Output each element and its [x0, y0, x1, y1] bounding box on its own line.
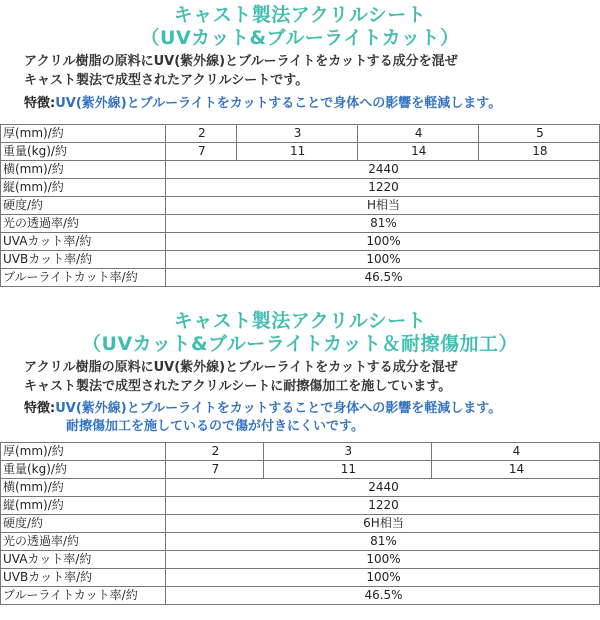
- section-uv-bluelight-scratch: [0, 310, 600, 436]
- row-label: 光の透過率/約: [1, 215, 166, 233]
- weight-value: 11: [263, 461, 431, 479]
- row-label: 横(mm)/約: [1, 161, 166, 179]
- weight-value: 7: [166, 461, 264, 479]
- row-label: 硬度/約: [1, 197, 166, 215]
- feature-text: UV(紫外線)とブルーライトをカットすることで身体への影響を軽減します。: [55, 401, 502, 416]
- feature-label: 特徴:: [24, 401, 56, 416]
- row-value: 100%: [166, 551, 600, 569]
- spec-table-2: [0, 442, 600, 605]
- weight-value: 7: [166, 143, 237, 161]
- spec-table-1: [0, 124, 600, 287]
- table-row: [1, 479, 600, 497]
- section-title-line2: （UVカット&ブルーライトカット＆耐擦傷加工）: [82, 333, 518, 355]
- row-label: UVAカット率/約: [1, 233, 166, 251]
- feature-text: UV(紫外線)とブルーライトをカットすることで身体への影響を軽減します。: [55, 96, 502, 111]
- feature-line: [24, 400, 600, 418]
- table-row: [1, 251, 600, 269]
- row-value: 100%: [166, 251, 600, 269]
- weight-value: 11: [236, 143, 357, 161]
- row-label: ブルーライトカット率/約: [1, 269, 166, 287]
- section-uv-bluelight: [0, 4, 600, 113]
- table-row: [1, 533, 600, 551]
- description-line2: キャスト製法で成型されたアクリルシートです。: [24, 73, 309, 88]
- row-label: 光の透過率/約: [1, 533, 166, 551]
- table-row: [1, 443, 600, 461]
- row-label: UVBカット率/約: [1, 251, 166, 269]
- table-row: [1, 569, 600, 587]
- table-row: [1, 515, 600, 533]
- row-value: 100%: [166, 233, 600, 251]
- table-row: [1, 269, 600, 287]
- thickness-value: 2: [166, 443, 264, 461]
- table-row: [1, 233, 600, 251]
- row-value: 2440: [166, 161, 600, 179]
- section-title-line1: キャスト製法アクリルシート: [173, 4, 427, 26]
- feature-line: [24, 95, 600, 113]
- description-line2: キャスト製法で成型されたアクリルシートに耐擦傷加工を施しています。: [24, 379, 452, 394]
- table-row: [1, 161, 600, 179]
- table-row: [1, 143, 600, 161]
- weight-label: 重量(kg)/約: [1, 143, 166, 161]
- description-line1: アクリル樹脂の原料にUV(紫外線)とブルーライトをカットする成分を混ぜ: [24, 54, 458, 69]
- table-row: [1, 197, 600, 215]
- thickness-label: 厚(mm)/約: [1, 443, 166, 461]
- row-value: 1220: [166, 497, 600, 515]
- weight-value: 14: [357, 143, 478, 161]
- thickness-value: 3: [236, 125, 357, 143]
- table-row: [1, 497, 600, 515]
- row-label: ブルーライトカット率/約: [1, 587, 166, 605]
- row-label: 硬度/約: [1, 515, 166, 533]
- row-value: 2440: [166, 479, 600, 497]
- section-title-line1: キャスト製法アクリルシート: [173, 310, 427, 332]
- row-value: 81%: [166, 215, 600, 233]
- description-line1: アクリル樹脂の原料にUV(紫外線)とブルーライトをカットする成分を混ぜ: [24, 360, 458, 375]
- feature-text-2: 耐擦傷加工を施しているので傷が付きにくいです。: [66, 419, 364, 434]
- thickness-value: 3: [263, 443, 431, 461]
- row-value: 81%: [166, 533, 600, 551]
- row-value: 100%: [166, 569, 600, 587]
- row-value: 6H相当: [166, 515, 600, 533]
- row-label: UVBカット率/約: [1, 569, 166, 587]
- thickness-value: 4: [431, 443, 599, 461]
- weight-label: 重量(kg)/約: [1, 461, 166, 479]
- table-row: [1, 587, 600, 605]
- table-row: [1, 551, 600, 569]
- table-row: [1, 125, 600, 143]
- row-label: 縦(mm)/約: [1, 179, 166, 197]
- table-row: [1, 215, 600, 233]
- thickness-value: 4: [357, 125, 478, 143]
- table-row: [1, 179, 600, 197]
- feature-label: 特徴:: [24, 96, 56, 111]
- row-value: 46.5%: [166, 587, 600, 605]
- weight-value: 14: [431, 461, 599, 479]
- table-row: [1, 461, 600, 479]
- row-label: UVAカット率/約: [1, 551, 166, 569]
- row-label: 横(mm)/約: [1, 479, 166, 497]
- row-value: 1220: [166, 179, 600, 197]
- weight-value: 18: [478, 143, 599, 161]
- row-value: H相当: [166, 197, 600, 215]
- row-value: 46.5%: [166, 269, 600, 287]
- section-title-line2: （UVカット&ブルーライトカット）: [140, 27, 460, 49]
- thickness-label: 厚(mm)/約: [1, 125, 166, 143]
- row-label: 縦(mm)/約: [1, 497, 166, 515]
- thickness-value: 2: [166, 125, 237, 143]
- thickness-value: 5: [478, 125, 599, 143]
